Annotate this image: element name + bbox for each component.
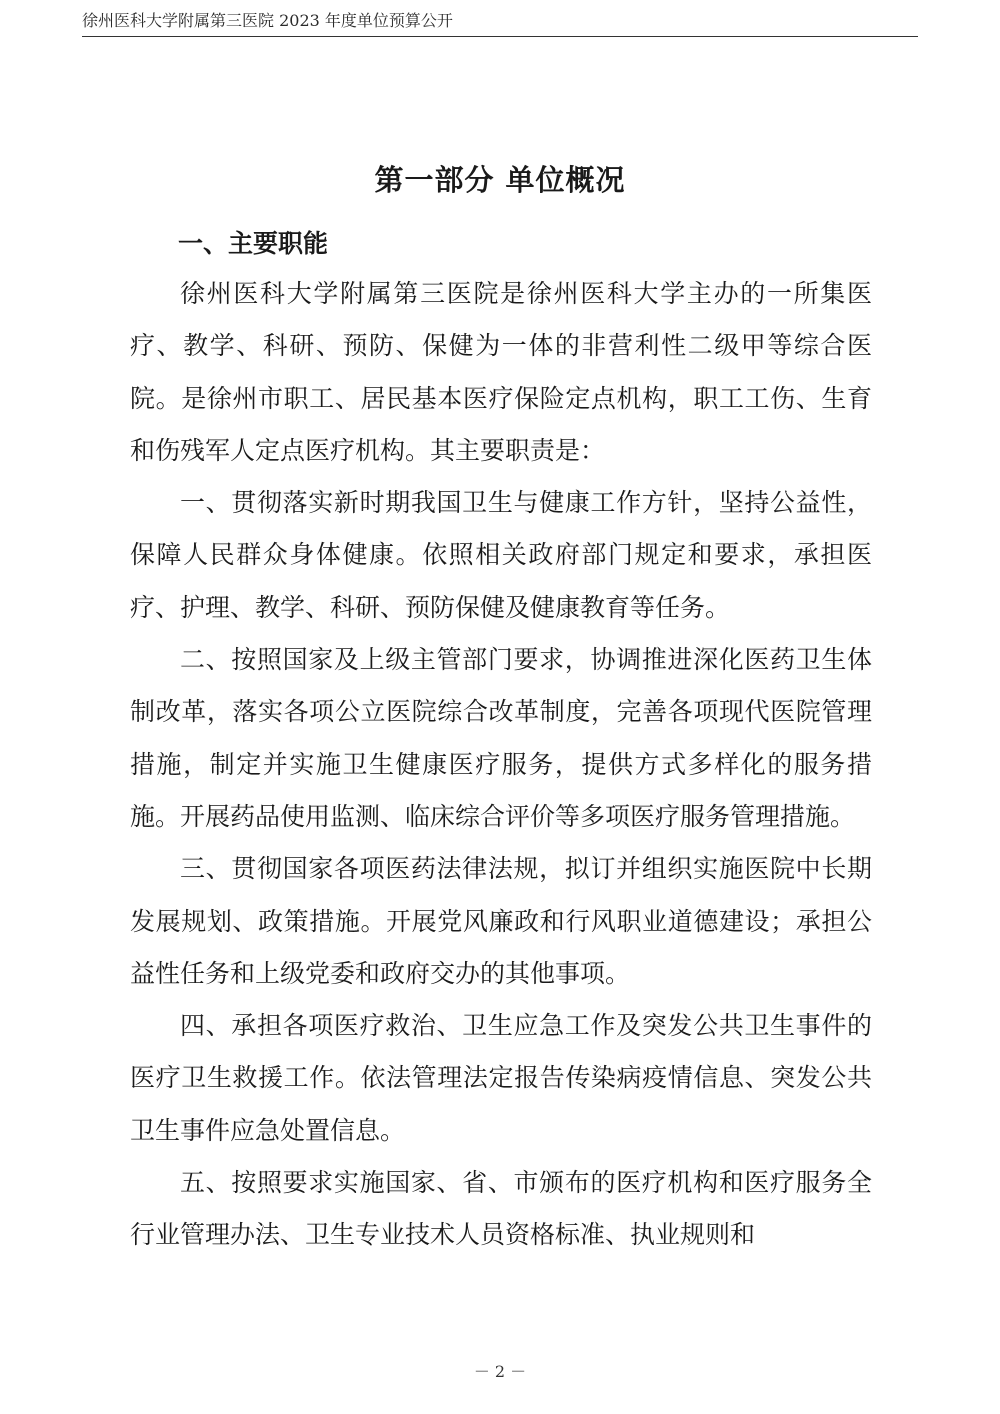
page-number: － 2 － [473, 1362, 527, 1381]
running-header [82, 8, 918, 37]
running-header-title: 徐州医科大学附属第三医院 2023 年度单位预算公开 [82, 11, 453, 30]
section-heading: 一、主要职能 [178, 229, 329, 258]
paragraph-duty-3: 三、贯彻国家各项医药法律法规，拟订并组织实施医院中长期发展规划、政策措施。开展党风廉政和行风职业道德建设；承担公益性任务和上级党委和政府交办的其他事项。 [130, 854, 872, 988]
page-title: 第一部分 单位概况 [374, 163, 626, 197]
paragraph-duty-4: 四、承担各项医疗救治、卫生应急工作及突发公共卫生事件的医疗卫生救援工作。依法管理法定报告传染病疫情信息、突发公共卫生事件应急处置信息。 [130, 1011, 872, 1145]
paragraph-duty-1: 一、贯彻落实新时期我国卫生与健康工作方针，坚持公益性，保障人民群众身体健康。依照相关政府部门规定和要求，承担医疗、护理、教学、科研、预防保健及健康教育等任务。 [130, 488, 872, 622]
paragraph-intro: 徐州医科大学附属第三医院是徐州医科大学主办的一所集医疗、教学、科研、预防、保健为一体的非营利性二级甲等综合医院。是徐州市职工、居民基本医疗保险定点机构，职工工伤、生育和伤残军人定点医疗机构。其主要职责是： [130, 279, 872, 465]
paragraph-duty-2: 二、按照国家及上级主管部门要求，协调推进深化医药卫生体制改革，落实各项公立医院综合改革制度，完善各项现代医院管理措施，制定并实施卫生健康医疗服务，提供方式多样化的服务措施。开展药品使用监测、临床综合评价等多项医疗服务管理措施。 [130, 645, 872, 831]
paragraph-duty-5: 五、按照要求实施国家、省、市颁布的医疗机构和医疗服务全行业管理办法、卫生专业技术人员资格标准、执业规则和 [130, 1168, 872, 1250]
body-text [130, 268, 872, 1262]
